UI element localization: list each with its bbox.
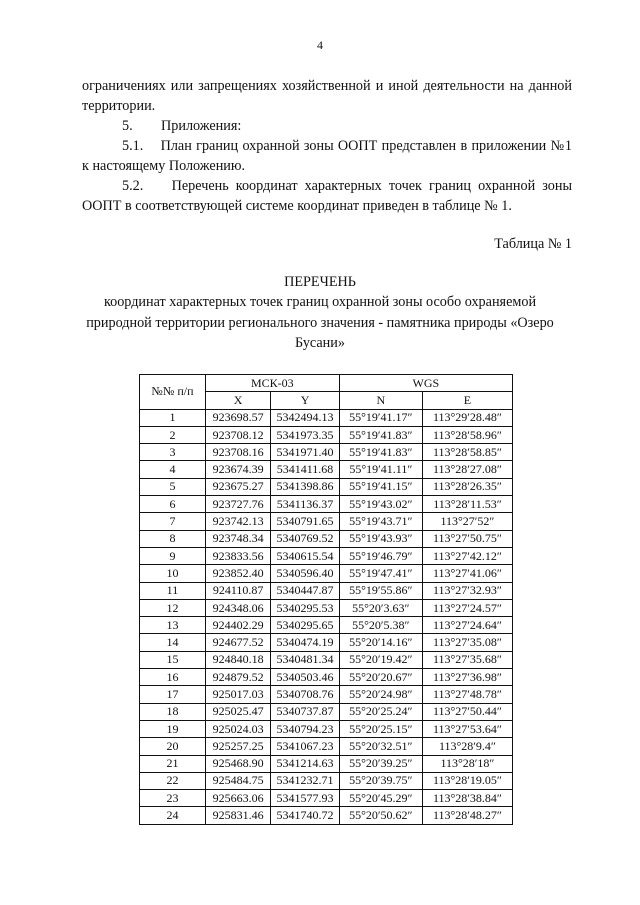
y-cell: 5341398.86 bbox=[271, 478, 340, 495]
row-number-cell: 14 bbox=[140, 634, 206, 651]
n-cell: 55°19′41.11″ bbox=[339, 461, 422, 478]
table-row bbox=[140, 582, 513, 599]
y-cell: 5340794.23 bbox=[271, 720, 340, 737]
e-cell: 113°28′9.4″ bbox=[422, 738, 512, 755]
x-cell: 924677.52 bbox=[205, 634, 270, 651]
table-row bbox=[140, 461, 513, 478]
y-cell: 5340503.46 bbox=[271, 669, 340, 686]
n-cell: 55°19′55.86″ bbox=[339, 582, 422, 599]
x-cell: 925017.03 bbox=[205, 686, 270, 703]
row-number-cell: 7 bbox=[140, 513, 206, 530]
table-row bbox=[140, 703, 513, 720]
table-row bbox=[140, 530, 513, 547]
n-cell: 55°20′39.75″ bbox=[339, 772, 422, 789]
row-number-cell: 4 bbox=[140, 461, 206, 478]
y-cell: 5340615.54 bbox=[271, 547, 340, 564]
n-cell: 55°19′41.83″ bbox=[339, 426, 422, 443]
table-row bbox=[140, 807, 513, 824]
header-msk: МСК-03 bbox=[205, 375, 339, 392]
y-cell: 5340481.34 bbox=[271, 651, 340, 668]
page-number: 4 bbox=[317, 38, 323, 52]
e-cell: 113°28′11.53″ bbox=[422, 496, 512, 513]
table-row bbox=[140, 755, 513, 772]
row-number-cell: 15 bbox=[140, 651, 206, 668]
y-cell: 5340596.40 bbox=[271, 565, 340, 582]
e-cell: 113°27′41.06″ bbox=[422, 565, 512, 582]
paragraph-coordinates-list: 5.2. Перечень координат характерных точек границ охранной зоны ООПТ в соответствующей системе координат приведен в таблице № 1. bbox=[82, 178, 576, 214]
n-cell: 55°20′24.98″ bbox=[339, 686, 422, 703]
e-cell: 113°27′53.64″ bbox=[422, 720, 512, 737]
table-row bbox=[140, 513, 513, 530]
x-cell: 925468.90 bbox=[205, 755, 270, 772]
table-row bbox=[140, 409, 513, 426]
row-number-cell: 6 bbox=[140, 496, 206, 513]
row-number-cell: 20 bbox=[140, 738, 206, 755]
n-cell: 55°19′46.79″ bbox=[339, 547, 422, 564]
table-row bbox=[140, 686, 513, 703]
e-cell: 113°28′48.27″ bbox=[422, 807, 512, 824]
table-row bbox=[140, 634, 513, 651]
y-cell: 5341577.93 bbox=[271, 790, 340, 807]
n-cell: 55°19′41.17″ bbox=[339, 409, 422, 426]
x-cell: 923727.76 bbox=[205, 496, 270, 513]
row-number-cell: 23 bbox=[140, 790, 206, 807]
n-cell: 55°20′3.63″ bbox=[339, 599, 422, 616]
y-cell: 5340737.87 bbox=[271, 703, 340, 720]
y-cell: 5341973.35 bbox=[271, 426, 340, 443]
table-row bbox=[140, 426, 513, 443]
row-number-cell: 2 bbox=[140, 426, 206, 443]
e-cell: 113°28′58.96″ bbox=[422, 426, 512, 443]
n-cell: 55°19′41.83″ bbox=[339, 444, 422, 461]
y-cell: 5340769.52 bbox=[271, 530, 340, 547]
e-cell: 113°27′24.57″ bbox=[422, 599, 512, 616]
e-cell: 113°28′26.35″ bbox=[422, 478, 512, 495]
n-cell: 55°19′43.93″ bbox=[339, 530, 422, 547]
subtitle-text: координат характерных точек границ охранной зоны особо охраняемой природной территории регионального значения - памятника природы «Озеро Бусани» bbox=[86, 294, 554, 351]
e-cell: 113°27′35.68″ bbox=[422, 651, 512, 668]
y-cell: 5341232.71 bbox=[271, 772, 340, 789]
row-number-cell: 24 bbox=[140, 807, 206, 824]
table-row bbox=[140, 565, 513, 582]
row-number-cell: 8 bbox=[140, 530, 206, 547]
n-cell: 55°20′5.38″ bbox=[339, 617, 422, 634]
n-cell: 55°20′19.42″ bbox=[339, 651, 422, 668]
table-body bbox=[140, 409, 513, 824]
list-heading: ПЕРЕЧЕНЬ bbox=[284, 274, 356, 290]
x-cell: 925484.75 bbox=[205, 772, 270, 789]
e-cell: 113°28′27.08″ bbox=[422, 461, 512, 478]
y-cell: 5341136.37 bbox=[271, 496, 340, 513]
n-cell: 55°20′14.16″ bbox=[339, 634, 422, 651]
table-row bbox=[140, 444, 513, 461]
y-cell: 5340447.87 bbox=[271, 582, 340, 599]
table-row bbox=[140, 772, 513, 789]
e-cell: 113°27′50.44″ bbox=[422, 703, 512, 720]
coordinates-table bbox=[139, 374, 513, 825]
n-cell: 55°19′41.15″ bbox=[339, 478, 422, 495]
y-cell: 5341971.40 bbox=[271, 444, 340, 461]
row-number-cell: 3 bbox=[140, 444, 206, 461]
y-cell: 5341214.63 bbox=[271, 755, 340, 772]
n-cell: 55°20′45.29″ bbox=[339, 790, 422, 807]
y-cell: 5340791.65 bbox=[271, 513, 340, 530]
y-cell: 5340295.65 bbox=[271, 617, 340, 634]
paragraph-appendices: 5. Приложения: bbox=[122, 118, 242, 134]
x-cell: 923674.39 bbox=[205, 461, 270, 478]
n-cell: 55°20′39.25″ bbox=[339, 755, 422, 772]
e-cell: 113°28′19.05″ bbox=[422, 772, 512, 789]
row-number-cell: 11 bbox=[140, 582, 206, 599]
e-cell: 113°27′24.64″ bbox=[422, 617, 512, 634]
e-cell: 113°28′58.85″ bbox=[422, 444, 512, 461]
e-cell: 113°27′52″ bbox=[422, 513, 512, 530]
e-cell: 113°27′50.75″ bbox=[422, 530, 512, 547]
header-n: N bbox=[339, 392, 422, 409]
n-cell: 55°20′25.15″ bbox=[339, 720, 422, 737]
n-cell: 55°20′50.62″ bbox=[339, 807, 422, 824]
e-cell: 113°27′32.93″ bbox=[422, 582, 512, 599]
x-cell: 924879.52 bbox=[205, 669, 270, 686]
e-cell: 113°28′38.84″ bbox=[422, 790, 512, 807]
header-e: E bbox=[422, 392, 512, 409]
e-cell: 113°29′28.48″ bbox=[422, 409, 512, 426]
x-cell: 923852.40 bbox=[205, 565, 270, 582]
row-number-cell: 10 bbox=[140, 565, 206, 582]
y-cell: 5342494.13 bbox=[271, 409, 340, 426]
e-cell: 113°27′36.98″ bbox=[422, 669, 512, 686]
header-number: №№ п/п bbox=[140, 375, 206, 410]
x-cell: 924348.06 bbox=[205, 599, 270, 616]
x-cell: 924840.18 bbox=[205, 651, 270, 668]
x-cell: 925024.03 bbox=[205, 720, 270, 737]
n-cell: 55°20′20.67″ bbox=[339, 669, 422, 686]
row-number-cell: 21 bbox=[140, 755, 206, 772]
row-number-cell: 18 bbox=[140, 703, 206, 720]
e-cell: 113°27′35.08″ bbox=[422, 634, 512, 651]
table-row bbox=[140, 547, 513, 564]
table-row bbox=[140, 599, 513, 616]
table-row bbox=[140, 496, 513, 513]
header-y: Y bbox=[271, 392, 340, 409]
n-cell: 55°20′32.51″ bbox=[339, 738, 422, 755]
x-cell: 925831.46 bbox=[205, 807, 270, 824]
y-cell: 5341067.23 bbox=[271, 738, 340, 755]
x-cell: 925025.47 bbox=[205, 703, 270, 720]
x-cell: 923833.56 bbox=[205, 547, 270, 564]
x-cell: 925663.06 bbox=[205, 790, 270, 807]
paragraph-plan: 5.1. План границ охранной зоны ООПТ представлен в приложении №1 к настоящему Положению. bbox=[82, 138, 576, 174]
row-number-cell: 19 bbox=[140, 720, 206, 737]
table-row bbox=[140, 669, 513, 686]
table-row bbox=[140, 738, 513, 755]
table-row bbox=[140, 720, 513, 737]
n-cell: 55°19′47.41″ bbox=[339, 565, 422, 582]
table-row bbox=[140, 651, 513, 668]
n-cell: 55°19′43.02″ bbox=[339, 496, 422, 513]
table-row bbox=[140, 617, 513, 634]
n-cell: 55°20′25.24″ bbox=[339, 703, 422, 720]
paragraph-restrictions: ограничениях или запрещениях хозяйственной и иной деятельности на данной территории. bbox=[82, 78, 572, 114]
x-cell: 925257.25 bbox=[205, 738, 270, 755]
e-cell: 113°28′18″ bbox=[422, 755, 512, 772]
y-cell: 5340474.19 bbox=[271, 634, 340, 651]
e-cell: 113°27′48.78″ bbox=[422, 686, 512, 703]
e-cell: 113°27′42.12″ bbox=[422, 547, 512, 564]
header-x: X bbox=[205, 392, 270, 409]
table-row bbox=[140, 478, 513, 495]
table-reference: Таблица № 1 bbox=[494, 236, 572, 252]
row-number-cell: 16 bbox=[140, 669, 206, 686]
x-cell: 923748.34 bbox=[205, 530, 270, 547]
y-cell: 5341411.68 bbox=[271, 461, 340, 478]
list-subtitle bbox=[0, 292, 640, 354]
x-cell: 924110.87 bbox=[205, 582, 270, 599]
row-number-cell: 5 bbox=[140, 478, 206, 495]
row-number-cell: 13 bbox=[140, 617, 206, 634]
x-cell: 923708.12 bbox=[205, 426, 270, 443]
row-number-cell: 9 bbox=[140, 547, 206, 564]
n-cell: 55°19′43.71″ bbox=[339, 513, 422, 530]
y-cell: 5340295.53 bbox=[271, 599, 340, 616]
x-cell: 923708.16 bbox=[205, 444, 270, 461]
row-number-cell: 22 bbox=[140, 772, 206, 789]
y-cell: 5340708.76 bbox=[271, 686, 340, 703]
row-number-cell: 12 bbox=[140, 599, 206, 616]
header-wgs: WGS bbox=[339, 375, 512, 392]
table-row bbox=[140, 790, 513, 807]
x-cell: 923742.13 bbox=[205, 513, 270, 530]
row-number-cell: 17 bbox=[140, 686, 206, 703]
x-cell: 923698.57 bbox=[205, 409, 270, 426]
x-cell: 923675.27 bbox=[205, 478, 270, 495]
row-number-cell: 1 bbox=[140, 409, 206, 426]
y-cell: 5341740.72 bbox=[271, 807, 340, 824]
x-cell: 924402.29 bbox=[205, 617, 270, 634]
